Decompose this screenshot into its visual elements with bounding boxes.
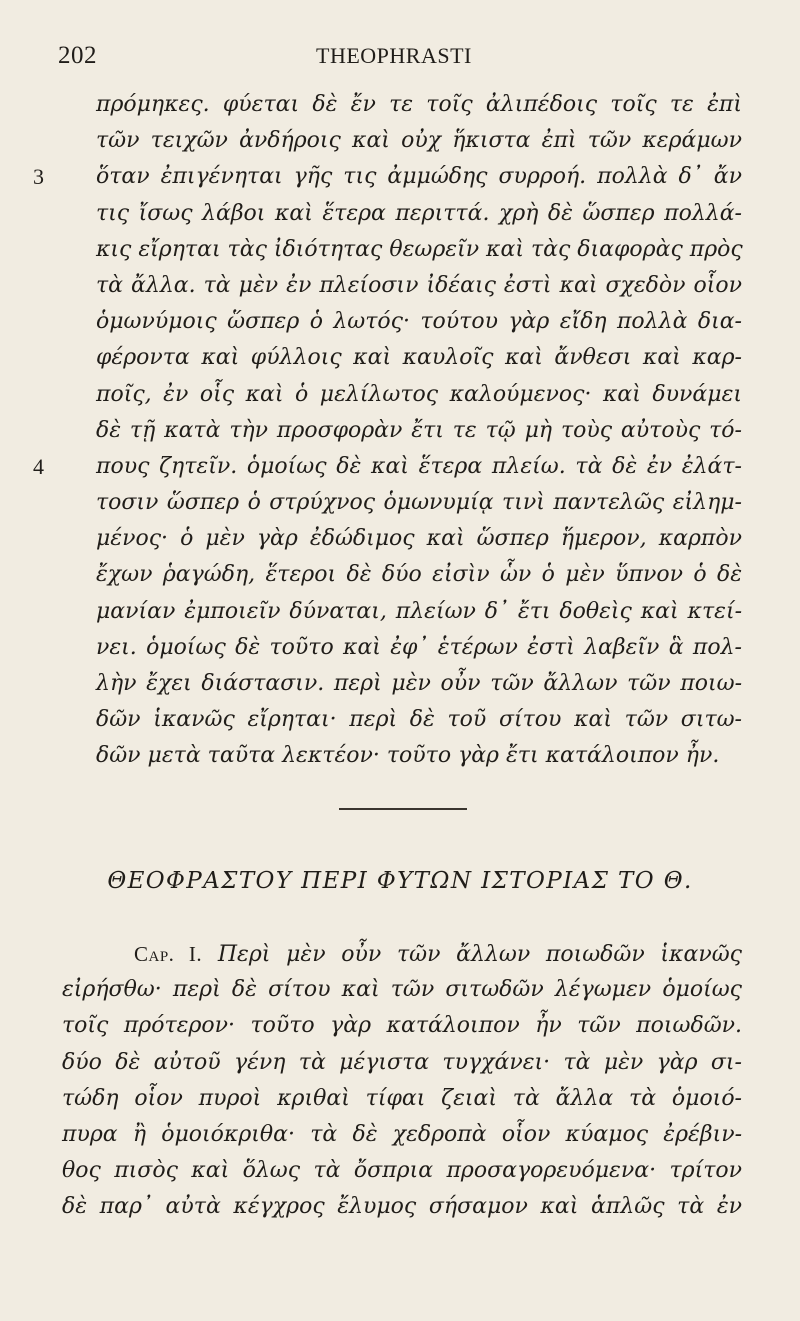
- text-line: [62, 936, 742, 972]
- line-text: δῶν ἱκανῶς εἴρηται· περὶ δὲ τοῦ σίτου καὶ τῶν σιτω-: [96, 707, 742, 733]
- text-line: [96, 702, 742, 738]
- margin-number: 3: [33, 164, 44, 190]
- text-line: [62, 1045, 742, 1081]
- line-text: πους ζητεῖν. ὁμοίως δὲ καὶ ἕτερα πλείω. τὰ δὲ ἐν ἐλάτ-: [96, 453, 742, 479]
- line-text: θος πισὸς καὶ ὅλως τὰ ὄσπρια προσαγορευόμενα· τρίτον: [62, 1158, 742, 1184]
- line-text: δύο δὲ αὐτοῦ γένη τὰ μέγιστα τυγχάνει· τὰ μὲν γὰρ σι-: [62, 1049, 742, 1075]
- text-line: [33, 449, 742, 485]
- line-text: δὲ τῇ κατὰ τὴν προσφορὰν ἔτι τε τῷ μὴ τοὺς αὐτοὺς τό-: [96, 417, 742, 443]
- line-text: ὁμωνύμοις ὥσπερ ὁ λωτός· τούτου γὰρ εἴδη πολλὰ δια-: [96, 309, 742, 335]
- page-header: [58, 38, 740, 78]
- text-line: [96, 594, 742, 630]
- text-line: [62, 1153, 742, 1189]
- line-text: φέροντα καὶ φύλλοις καὶ καυλοῖς καὶ ἄνθεσι καὶ καρ-: [96, 345, 742, 371]
- margin-number: 4: [33, 453, 44, 479]
- text-block-previous-book: [33, 87, 743, 775]
- text-line: [96, 87, 742, 123]
- section-divider-rule: [339, 808, 467, 810]
- text-line: [96, 521, 742, 557]
- text-line: [96, 268, 742, 304]
- line-text: ὅταν ἐπιγένηται γῆς τις ἀμμώδης συρροή. πολλὰ δ᾽ ἄν: [96, 164, 742, 190]
- page-number: 202: [58, 42, 97, 69]
- line-text: μένος· ὁ μὲν γὰρ ἐδώδιμος καὶ ὥσπερ ἥμερον, καρπὸν: [96, 526, 742, 552]
- text-line: [96, 340, 742, 376]
- text-line: [62, 1008, 742, 1044]
- text-line: [96, 123, 742, 159]
- line-text: δὲ παρ᾽ αὐτὰ κέγχρος ἔλυμος σήσαμον καὶ ἁπλῶς τὰ ἐν: [62, 1194, 742, 1220]
- chapter-label: Cap. I.: [134, 942, 203, 966]
- book-title: ΘΕΟΦΡΑΣΤΟΥ ΠΕΡΙ ΦΥΤΩΝ ΙΣΤΟΡΙΑΣ ΤΟ Θ.: [107, 868, 693, 894]
- line-text: δῶν μετὰ ταῦτα λεκτέον· τοῦτο γὰρ ἔτι κατάλοιπον ἦν.: [96, 743, 720, 769]
- text-line: [96, 304, 742, 340]
- line-text: εἰρήσθω· περὶ δὲ σίτου καὶ τῶν σιτωδῶν λέγωμεν ὁμοίως: [62, 977, 742, 1003]
- line-text: τώδη οἷον πυροὶ κριθαὶ τίφαι ζειαὶ τὰ ἄλλα τὰ ὁμοιό-: [62, 1085, 742, 1111]
- line-text: τοσιν ὥσπερ ὁ στρύχνος ὁμωνυμίᾳ τινὶ παντελῶς εἰλημ-: [96, 490, 742, 516]
- line-text: τὰ ἄλλα. τὰ μὲν ἐν πλείοσιν ἰδέαις ἐστὶ καὶ σχεδὸν οἷον: [96, 272, 742, 298]
- line-text: Περὶ μὲν οὖν τῶν ἄλλων ποιωδῶν ἱκανῶς: [217, 942, 742, 967]
- text-line: [33, 159, 742, 195]
- text-line: [62, 1189, 742, 1225]
- line-text: ποῖς, ἐν οἷς καὶ ὁ μελίλωτος καλούμενος· καὶ δυνάμει: [96, 381, 742, 407]
- text-block-book-nine: [62, 936, 742, 1226]
- text-line: [96, 630, 742, 666]
- text-line: [62, 972, 742, 1008]
- text-line: [96, 557, 742, 593]
- text-line: [96, 738, 742, 774]
- text-line: [96, 232, 742, 268]
- line-text: πυρα ἢ ὁμοιόκριθα· τὰ δὲ χεδροπὰ οἷον κύαμος ἐρέβιν-: [62, 1121, 742, 1147]
- line-text: μανίαν ἐμποιεῖν δύναται, πλείων δ᾽ ἔτι δοθεὶς καὶ κτεί-: [96, 598, 742, 624]
- text-line: [96, 377, 742, 413]
- text-line: [96, 485, 742, 521]
- text-line: [62, 1081, 742, 1117]
- text-line: [96, 666, 742, 702]
- line-text: τις ἴσως λάβοι καὶ ἕτερα περιττά. χρὴ δὲ ὥσπερ πολλά-: [96, 200, 742, 226]
- line-text: κις εἴρηται τὰς ἰδιότητας θεωρεῖν καὶ τὰς διαφορὰς πρὸς: [96, 236, 743, 262]
- line-text: τῶν τειχῶν ἀνδήροις καὶ οὐχ ἥκιστα ἐπὶ τῶν κεράμων: [96, 128, 742, 154]
- line-text: λὴν ἔχει διάστασιν. περὶ μὲν οὖν τῶν ἄλλων τῶν ποιω-: [96, 671, 742, 696]
- running-head: THEOPHRASTI: [316, 43, 472, 68]
- line-text: πρόμηκες. φύεται δὲ ἔν τε τοῖς ἀλιπέδοις τοῖς τε ἐπὶ: [96, 92, 742, 117]
- line-text: ἔχων ῥαγώδη, ἕτεροι δὲ δύο εἰσὶν ὧν ὁ μὲν ὕπνον ὁ δὲ: [96, 562, 742, 588]
- text-line: [96, 413, 742, 449]
- text-line: [96, 196, 742, 232]
- text-line: [62, 1117, 742, 1153]
- line-text: τοῖς πρότερον· τοῦτο γὰρ κατάλοιπον ἦν τῶν ποιωδῶν.: [62, 1013, 742, 1039]
- line-text: νει. ὁμοίως δὲ τοῦτο καὶ ἐφ᾽ ἑτέρων ἐστὶ λαβεῖν ἃ πολ-: [96, 634, 742, 660]
